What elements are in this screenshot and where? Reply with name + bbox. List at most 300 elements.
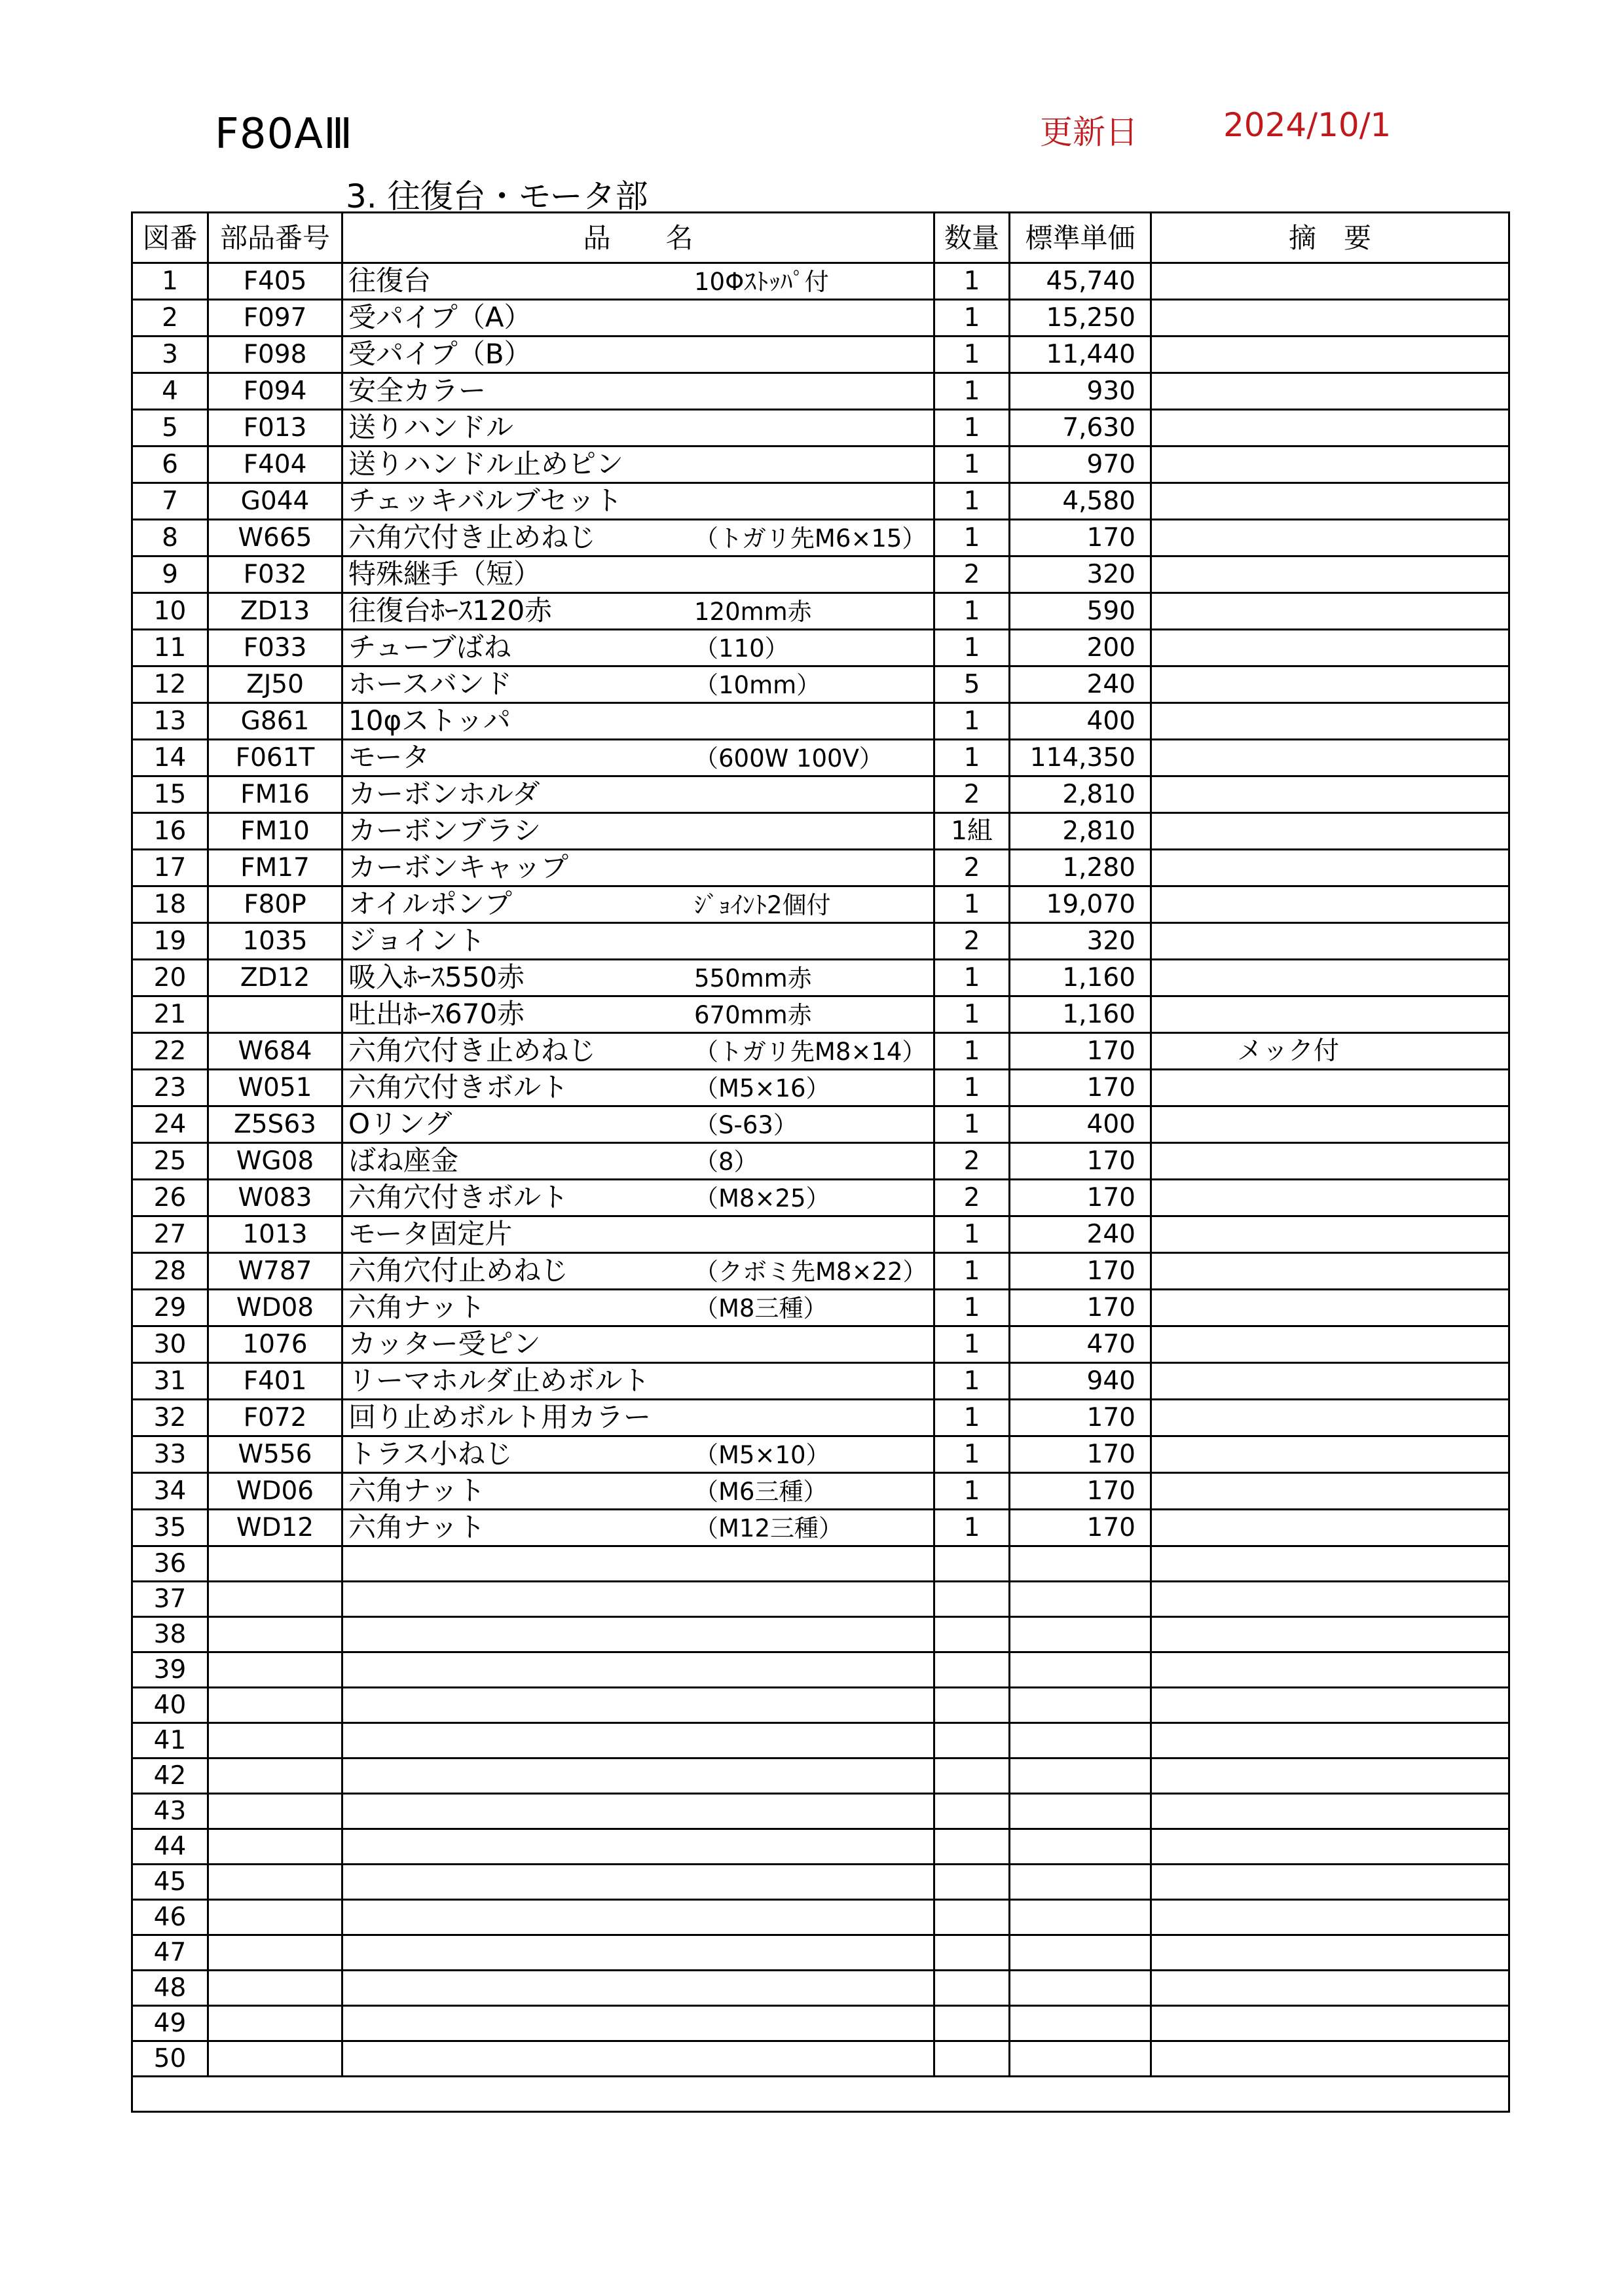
table-row	[132, 263, 1509, 300]
qty-cell: 1	[934, 1400, 1010, 1436]
qty-cell: 5	[934, 666, 1010, 703]
remarks-cell	[1151, 1143, 1509, 1180]
price-cell	[1010, 1723, 1151, 1758]
remarks-cell	[1151, 923, 1509, 960]
remarks-cell	[1151, 1473, 1509, 1510]
remarks-cell	[1151, 1180, 1509, 1216]
table-row	[132, 1400, 1509, 1436]
part-name: 送りハンドル	[348, 411, 514, 443]
table-row	[132, 1216, 1509, 1253]
qty-cell: 1	[934, 630, 1010, 666]
name-cell	[342, 960, 934, 996]
part-no-cell	[208, 1582, 342, 1617]
name-cell	[342, 740, 934, 776]
table-row	[132, 300, 1509, 337]
qty-cell: 1	[934, 1070, 1010, 1106]
remarks-cell	[1151, 1688, 1509, 1723]
part-name: チューブばね	[348, 631, 511, 663]
table-row	[132, 666, 1509, 703]
fig-no-cell: 7	[132, 483, 208, 520]
table-row	[132, 556, 1509, 593]
part-name: 安全カラー	[348, 374, 487, 407]
table-row	[132, 1070, 1509, 1106]
remarks-cell	[1151, 1436, 1509, 1473]
qty-cell: 2	[934, 923, 1010, 960]
part-no-cell	[208, 1617, 342, 1652]
qty-cell: 1組	[934, 813, 1010, 850]
name-cell	[342, 630, 934, 666]
part-spec: （M5×16）	[694, 1074, 830, 1102]
part-no-cell: 1035	[208, 923, 342, 960]
name-cell	[342, 1253, 934, 1290]
remarks-cell	[1151, 263, 1509, 300]
qty-cell	[934, 1688, 1010, 1723]
fig-no-cell: 13	[132, 703, 208, 740]
part-name: モータ固定片	[348, 1218, 513, 1250]
price-cell: 170	[1010, 1290, 1151, 1326]
table-row	[132, 1290, 1509, 1326]
part-name: 往復台ﾎｰｽ120赤	[348, 594, 553, 627]
part-name: 六角ナット	[348, 1474, 486, 1506]
table-row	[132, 1106, 1509, 1143]
remarks-cell	[1151, 666, 1509, 703]
qty-cell: 1	[934, 300, 1010, 337]
qty-cell: 2	[934, 850, 1010, 886]
price-cell: 170	[1010, 1070, 1151, 1106]
qty-cell: 1	[934, 1033, 1010, 1070]
price-cell: 170	[1010, 1033, 1151, 1070]
price-cell: 200	[1010, 630, 1151, 666]
part-spec: （10mm）	[694, 671, 821, 699]
remarks-cell	[1151, 813, 1509, 850]
fig-no-cell: 49	[132, 2006, 208, 2041]
name-cell	[342, 593, 934, 630]
fig-no-cell: 2	[132, 300, 208, 337]
part-no-cell: F094	[208, 373, 342, 410]
part-no-cell	[208, 1900, 342, 1935]
table-row	[132, 1326, 1509, 1363]
part-spec: （トガリ先M6×15）	[694, 524, 927, 553]
price-cell: 320	[1010, 556, 1151, 593]
part-no-cell: W083	[208, 1180, 342, 1216]
part-name: 受パイプ（A）	[348, 301, 532, 333]
part-no-cell: W684	[208, 1033, 342, 1070]
part-no-cell: W787	[208, 1253, 342, 1290]
parts-table	[131, 211, 1510, 2113]
fig-no-cell: 17	[132, 850, 208, 886]
part-no-cell	[208, 1688, 342, 1723]
price-cell: 170	[1010, 520, 1151, 556]
header-qty: 数量	[934, 213, 1010, 263]
part-no-cell: F072	[208, 1400, 342, 1436]
table-row	[132, 1794, 1509, 1829]
part-spec: （110）	[694, 634, 789, 663]
remarks-cell	[1151, 1723, 1509, 1758]
part-no-cell: WD08	[208, 1290, 342, 1326]
remarks-cell	[1151, 373, 1509, 410]
part-no-cell: FM10	[208, 813, 342, 850]
remarks-cell	[1151, 1363, 1509, 1400]
part-name: 六角ナット	[348, 1511, 486, 1543]
part-name: モータ	[348, 741, 430, 773]
fig-no-cell: 5	[132, 410, 208, 446]
table-row	[132, 1510, 1509, 1546]
part-name: 受パイプ（B）	[348, 338, 532, 370]
part-spec: （S-63）	[694, 1111, 798, 1139]
part-no-cell	[208, 1758, 342, 1794]
fig-no-cell: 48	[132, 1971, 208, 2006]
remarks-cell	[1151, 2041, 1509, 2077]
table-row	[132, 1617, 1509, 1652]
remarks-cell	[1151, 1400, 1509, 1436]
price-cell: 19,070	[1010, 886, 1151, 923]
remarks-cell	[1151, 337, 1509, 373]
price-cell: 970	[1010, 446, 1151, 483]
qty-cell: 1	[934, 703, 1010, 740]
fig-no-cell: 43	[132, 1794, 208, 1829]
table-row	[132, 1473, 1509, 1510]
fig-no-cell: 32	[132, 1400, 208, 1436]
fig-no-cell: 18	[132, 886, 208, 923]
table-row	[132, 1033, 1509, 1070]
remarks-cell	[1151, 1829, 1509, 1865]
qty-cell: 1	[934, 1363, 1010, 1400]
part-spec: （M6三種）	[694, 1478, 828, 1506]
fig-no-cell: 1	[132, 263, 208, 300]
remarks-cell	[1151, 776, 1509, 813]
name-cell	[342, 1617, 934, 1652]
table-header-row	[132, 213, 1509, 263]
qty-cell: 1	[934, 1106, 1010, 1143]
name-cell	[342, 1400, 934, 1436]
remarks-cell	[1151, 703, 1509, 740]
part-name: Oリング	[348, 1108, 452, 1140]
name-cell	[342, 1510, 934, 1546]
fig-no-cell: 40	[132, 1688, 208, 1723]
table-footer-row	[132, 2077, 1509, 2112]
fig-no-cell: 19	[132, 923, 208, 960]
fig-no-cell: 45	[132, 1865, 208, 1900]
header-fig-no: 図番	[132, 213, 208, 263]
fig-no-cell: 37	[132, 1582, 208, 1617]
remarks-cell	[1151, 1582, 1509, 1617]
part-spec: （クボミ先M8×22）	[694, 1258, 927, 1286]
fig-no-cell: 41	[132, 1723, 208, 1758]
fig-no-cell: 29	[132, 1290, 208, 1326]
remarks-cell	[1151, 1546, 1509, 1582]
price-cell: 170	[1010, 1510, 1151, 1546]
name-cell	[342, 776, 934, 813]
part-name: ジョイント	[348, 924, 486, 957]
qty-cell: 1	[934, 960, 1010, 996]
remarks-cell	[1151, 740, 1509, 776]
qty-cell: 2	[934, 556, 1010, 593]
part-no-cell: ZD13	[208, 593, 342, 630]
part-spec: （M12三種）	[694, 1514, 843, 1542]
name-cell	[342, 1971, 934, 2006]
name-cell	[342, 1900, 934, 1935]
part-spec: 10Φｽﾄｯﾊﾟ付	[694, 268, 829, 296]
table-row	[132, 2041, 1509, 2077]
remarks-cell	[1151, 1652, 1509, 1688]
part-no-cell	[208, 996, 342, 1033]
remarks-cell	[1151, 1865, 1509, 1900]
part-no-cell: G044	[208, 483, 342, 520]
table-row	[132, 593, 1509, 630]
name-cell	[342, 1143, 934, 1180]
price-cell: 1,160	[1010, 996, 1151, 1033]
table-row	[132, 630, 1509, 666]
part-no-cell: W556	[208, 1436, 342, 1473]
part-no-cell	[208, 2041, 342, 2077]
table-row	[132, 1436, 1509, 1473]
price-cell: 940	[1010, 1363, 1151, 1400]
remarks-cell	[1151, 410, 1509, 446]
name-cell	[342, 1290, 934, 1326]
qty-cell: 1	[934, 373, 1010, 410]
qty-cell	[934, 1723, 1010, 1758]
table-row	[132, 1758, 1509, 1794]
part-no-cell	[208, 1935, 342, 1971]
fig-no-cell: 4	[132, 373, 208, 410]
remarks-cell	[1151, 1253, 1509, 1290]
table-row	[132, 373, 1509, 410]
table-row	[132, 1829, 1509, 1865]
parts-rows	[132, 263, 1509, 2077]
qty-cell: 1	[934, 1326, 1010, 1363]
part-no-cell: F405	[208, 263, 342, 300]
part-name: オイルポンプ	[348, 888, 512, 920]
price-cell	[1010, 2006, 1151, 2041]
part-no-cell: F401	[208, 1363, 342, 1400]
part-name: チェッキバルブセット	[348, 484, 623, 517]
table-row	[132, 1180, 1509, 1216]
name-cell	[342, 1935, 934, 1971]
price-cell: 2,810	[1010, 776, 1151, 813]
qty-cell	[934, 2006, 1010, 2041]
header-name: 品 名	[342, 213, 934, 263]
price-cell: 114,350	[1010, 740, 1151, 776]
table-row	[132, 337, 1509, 373]
remarks-cell	[1151, 1794, 1509, 1829]
price-cell	[1010, 1865, 1151, 1900]
name-cell	[342, 1688, 934, 1723]
part-spec: （M8×25）	[694, 1184, 830, 1212]
table-row	[132, 776, 1509, 813]
table-row	[132, 483, 1509, 520]
part-spec: （M8三種）	[694, 1294, 828, 1322]
table-row	[132, 960, 1509, 996]
part-name: 六角穴付止めねじ	[348, 1254, 569, 1286]
price-cell	[1010, 2041, 1151, 2077]
part-no-cell	[208, 1971, 342, 2006]
fig-no-cell: 23	[132, 1070, 208, 1106]
fig-no-cell: 42	[132, 1758, 208, 1794]
price-cell: 590	[1010, 593, 1151, 630]
remarks-cell	[1151, 1971, 1509, 2006]
part-spec: （8）	[694, 1148, 758, 1176]
part-name: カッター受ピン	[348, 1328, 541, 1360]
part-spec: 120mm赤	[694, 598, 812, 626]
qty-cell	[934, 1935, 1010, 1971]
part-no-cell: FM16	[208, 776, 342, 813]
price-cell: 240	[1010, 1216, 1151, 1253]
remarks-cell	[1151, 960, 1509, 996]
qty-cell: 1	[934, 1436, 1010, 1473]
remarks-cell	[1151, 1617, 1509, 1652]
name-cell	[342, 1180, 934, 1216]
name-cell	[342, 2041, 934, 2077]
remarks-cell	[1151, 1900, 1509, 1935]
price-cell	[1010, 1829, 1151, 1865]
part-spec: 670mm赤	[694, 1001, 812, 1029]
remarks-cell	[1151, 1326, 1509, 1363]
price-cell	[1010, 1758, 1151, 1794]
name-cell	[342, 1652, 934, 1688]
fig-no-cell: 10	[132, 593, 208, 630]
table-row	[132, 446, 1509, 483]
remarks-cell	[1151, 1935, 1509, 1971]
price-cell: 170	[1010, 1473, 1151, 1510]
part-no-cell	[208, 1546, 342, 1582]
name-cell	[342, 1363, 934, 1400]
remarks-cell	[1151, 850, 1509, 886]
price-cell: 2,810	[1010, 813, 1151, 850]
qty-cell	[934, 1652, 1010, 1688]
fig-no-cell: 28	[132, 1253, 208, 1290]
price-cell: 400	[1010, 1106, 1151, 1143]
remarks-cell	[1151, 2006, 1509, 2041]
part-no-cell: F097	[208, 300, 342, 337]
header-part-no: 部品番号	[208, 213, 342, 263]
name-cell	[342, 1070, 934, 1106]
part-name: カーボンキャップ	[348, 851, 569, 883]
qty-cell	[934, 1971, 1010, 2006]
fig-no-cell: 30	[132, 1326, 208, 1363]
price-cell: 240	[1010, 666, 1151, 703]
fig-no-cell: 46	[132, 1900, 208, 1935]
fig-no-cell: 14	[132, 740, 208, 776]
part-no-cell	[208, 1829, 342, 1865]
remarks-cell	[1151, 1070, 1509, 1106]
part-name: カーボンホルダ	[348, 778, 540, 810]
name-cell	[342, 446, 934, 483]
part-name: 回り止めボルト用カラー	[348, 1401, 652, 1433]
price-cell: 15,250	[1010, 300, 1151, 337]
part-no-cell: F033	[208, 630, 342, 666]
name-cell	[342, 666, 934, 703]
qty-cell: 1	[934, 446, 1010, 483]
qty-cell	[934, 1582, 1010, 1617]
name-cell	[342, 2006, 934, 2041]
name-cell	[342, 813, 934, 850]
name-cell	[342, 886, 934, 923]
fig-no-cell: 26	[132, 1180, 208, 1216]
remarks-cell	[1151, 1106, 1509, 1143]
table-row	[132, 703, 1509, 740]
part-no-cell: F061T	[208, 740, 342, 776]
fig-no-cell: 3	[132, 337, 208, 373]
name-cell	[342, 996, 934, 1033]
fig-no-cell: 15	[132, 776, 208, 813]
price-cell: 11,440	[1010, 337, 1151, 373]
fig-no-cell: 6	[132, 446, 208, 483]
part-no-cell: WG08	[208, 1143, 342, 1180]
part-no-cell: W665	[208, 520, 342, 556]
table-row	[132, 410, 1509, 446]
name-cell	[342, 923, 934, 960]
table-row	[132, 1900, 1509, 1935]
table-row	[132, 996, 1509, 1033]
part-no-cell: WD12	[208, 1510, 342, 1546]
fig-no-cell: 12	[132, 666, 208, 703]
name-cell	[342, 483, 934, 520]
part-name: 特殊継手（短）	[348, 558, 542, 590]
header-remarks: 摘 要	[1151, 213, 1509, 263]
name-cell	[342, 1326, 934, 1363]
qty-cell: 1	[934, 1216, 1010, 1253]
remarks-cell	[1151, 483, 1509, 520]
part-no-cell: F404	[208, 446, 342, 483]
remarks-cell	[1151, 1510, 1509, 1546]
qty-cell: 1	[934, 410, 1010, 446]
table-row	[132, 850, 1509, 886]
fig-no-cell: 21	[132, 996, 208, 1033]
remarks-cell	[1151, 520, 1509, 556]
qty-cell: 1	[934, 337, 1010, 373]
qty-cell	[934, 1546, 1010, 1582]
name-cell	[342, 263, 934, 300]
fig-no-cell: 20	[132, 960, 208, 996]
part-name: 六角穴付きボルト	[348, 1181, 569, 1213]
qty-cell: 2	[934, 1143, 1010, 1180]
price-cell: 400	[1010, 703, 1151, 740]
fig-no-cell: 24	[132, 1106, 208, 1143]
part-no-cell: G861	[208, 703, 342, 740]
table-row	[132, 1143, 1509, 1180]
part-name: リーマホルダ止めボルト	[348, 1364, 650, 1396]
remarks-cell	[1151, 1758, 1509, 1794]
part-name: 六角穴付き止めねじ	[348, 1034, 597, 1066]
price-cell: 470	[1010, 1326, 1151, 1363]
part-no-cell: ZD12	[208, 960, 342, 996]
name-cell	[342, 373, 934, 410]
name-cell	[342, 1829, 934, 1865]
remarks-cell	[1151, 886, 1509, 923]
name-cell	[342, 1033, 934, 1070]
part-spec: ｼﾞｮｲﾝﾄ2個付	[694, 891, 831, 919]
part-spec: 550mm赤	[694, 964, 812, 993]
name-cell	[342, 1546, 934, 1582]
part-name: ホースバンド	[348, 668, 512, 700]
fig-no-cell: 47	[132, 1935, 208, 1971]
price-cell	[1010, 1971, 1151, 2006]
name-cell	[342, 1436, 934, 1473]
part-no-cell	[208, 1723, 342, 1758]
price-cell	[1010, 1546, 1151, 1582]
part-name: 送りハンドル止めピン	[348, 448, 624, 480]
price-cell: 4,580	[1010, 483, 1151, 520]
table-row	[132, 2006, 1509, 2041]
part-no-cell: F032	[208, 556, 342, 593]
model-name: F80AⅢ	[215, 110, 354, 158]
table-row	[132, 1363, 1509, 1400]
fig-no-cell: 22	[132, 1033, 208, 1070]
table-row	[132, 1935, 1509, 1971]
part-name: カーボンブラシ	[348, 814, 542, 847]
update-label: 更新日	[1040, 113, 1138, 151]
price-cell: 320	[1010, 923, 1151, 960]
